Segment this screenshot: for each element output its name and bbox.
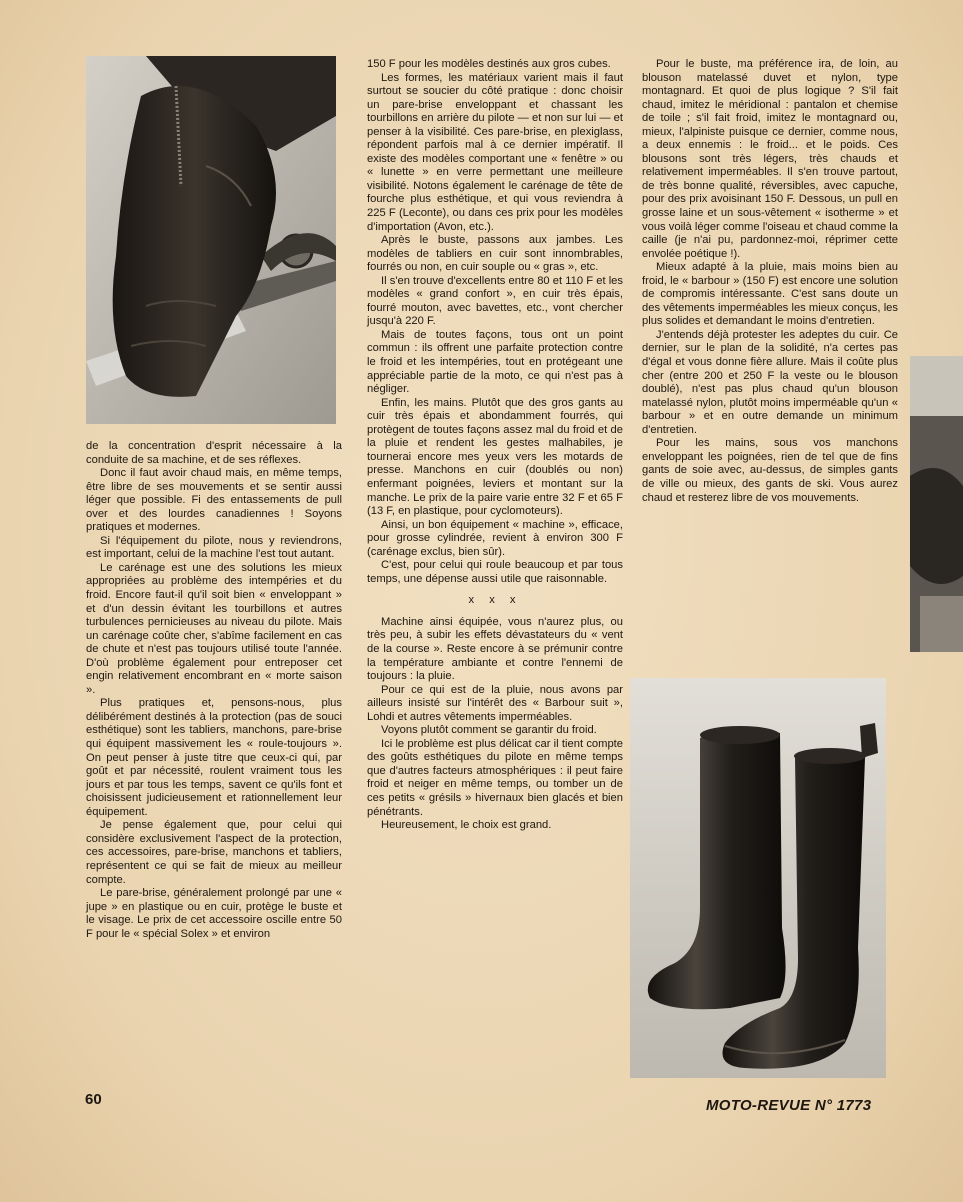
glove-illustration: [86, 56, 336, 424]
paragraph: 150 F pour les modèles destinés aux gros cubes.: [367, 58, 611, 70]
paragraph: Mais de toutes façons, tous ont un point commun : ils offrent une parfaite protection contre le froid et les intempéries, tout en protégeant une appréciable partie de la moto, ce qui n'est pas à négliger.: [367, 328, 623, 396]
paragraph: Pour ce qui est de la pluie, nous avons par ailleurs insisté sur l'intérêt des « Barbour suit », Lohdi et autres vêtements imperméables.: [367, 683, 623, 723]
section-separator: x x x: [468, 594, 522, 607]
paragraph: C'est, pour celui qui roule beaucoup et par tous temps, une dépense aussi utile que raisonnable.: [367, 559, 623, 585]
text-column-left: [86, 440, 342, 941]
paragraph: de la concentration d'esprit nécessaire à la conduite de sa machine, et de ses réflexes.: [86, 440, 342, 466]
paragraph: Heureusement, le choix est grand.: [381, 819, 552, 832]
paragraph: Pour les mains, sous vos manchons enveloppant les poignées, rien de tel que de fins gants de soie avec, au-dessus, de simples gants de ville ou mieux, des gants de ski. Vous aurez chaud et resterez libre de vos mouvements.: [642, 437, 898, 504]
paragraph: Le pare-brise, généralement prolongé par une « jupe » en plastique ou en cuir, protège le buste et le visage. Le prix de cet accessoire oscille entre 50 F pour le « spécial Solex » et environ: [86, 887, 342, 940]
glove-photo: [86, 56, 336, 424]
paragraph: Donc il faut avoir chaud mais, en même temps, être libre de ses mouvements et se sentir aussi léger que possible. Fi des entassements de pull over et des lourdes canadiennes ! Soyons pratiques et modernes.: [86, 467, 342, 534]
edge-photo: [910, 356, 963, 652]
paragraph: Ainsi, un bon équipement « machine », efficace, pour grosse cylindrée, revient à environ 300 F (carénage exclus, bien sûr).: [367, 518, 623, 558]
paragraph: Plus pratiques et, pensons-nous, plus délibérément destinés à la protection (pas de souci esthétique) sont les tabliers, manchons, pare-brise qui équipent massivement les « roule-toujours ». On peut penser à juste titre que ceux-ci qui, par goût et par nécessité, roulent vraiment tous les jours et par tous les temps, savent ce qu'ils font et choisissent judicieusement et rationnellement leur équipement.: [86, 697, 342, 818]
paragraph: Le carénage est une des solutions les mieux appropriées au problème des intempéries et du froid. Encore faut-il qu'il soit bien « enveloppant » et d'un dessin évitant les tourbillons et autres turbulences pernicieuses au niveau du pilote. Mais un carénage coûte cher, s'abîme facilement en cas de chute et n'est pas toujours utilisé toute l'année. D'où problème également pour entreposer cet engin relativement encombrant en « morte saison ».: [86, 561, 342, 696]
paragraph: Enfin, les mains. Plutôt que des gros gants au cuir très épais et abondamment fourrés, qui protègent de toutes façons assez mal du froid et de la pluie et rendent les gestes malhabiles, je tournerai encore mes yeux vers les motards de presse. Manchons en cuir (doublés ou non) enfermant poignées, leviers et montant sur la manche. Le prix de la paire varie entre 32 F et 65 F (13 F, en plastique, pour cyclomoteurs).: [367, 396, 623, 518]
paragraph: Les formes, les matériaux varient mais il faut surtout se soucier du côté pratique : donc choisir un pare-brise enveloppant et chassant les tourbillons en arrière du pilote — et non sur lui — et penser à la visibilité. Ces pare-brise, en plexiglass, répondent parfois mal à ce dernier impératif. Il existe des modèles comportant une « fenêtre » ou « lunette » en verre permettant une meilleure visibilité. Notons également le carénage de tête de fourche plus esthétique, et qui vous reviendra à 225 F (Leconte), ou dans ces prix pour les modèles d'importation (Avon, etc.).: [367, 71, 623, 233]
paragraph: Pour le buste, ma préférence ira, de loin, au blouson matelassé duvet et nylon, type montagnard. Et quoi de plus logique ? S'il fait chaud, imitez le méridional : pantalon et chemise de toile ; s'il fait froid, imitez le montagnard ou, mieux, l'alpiniste puisque ce dernier, comme nous, a deux ennemis : le froid... et le poids. Ces blousons sont très légers, très chauds et relativement imperméables. Il s'en trouve partout, de très bonne qualité, réversibles, avec capuche, pour des prix avoisinant 150 F. Dessous, un pull en grosse laine et un sous-vêtement « isotherme » et vous voilà léger comme l'oiseau et chaud comme la caille (je n'ai pu, pardonnez-moi, réprimer cette envolée poétique !).: [642, 58, 898, 260]
boots-illustration: [630, 678, 886, 1078]
text-column-right: [642, 58, 898, 505]
paragraph: Je pense également que, pour celui qui considère exclusivement l'aspect de la protection, ces accessoires, pare-brise, manchons et tabliers, représentent ce qui se fait de mieux au meilleur compte.: [86, 819, 342, 886]
paragraph: Voyons plutôt comment se garantir du froid.: [381, 724, 597, 737]
page-number: 60: [85, 1091, 102, 1108]
paragraph: Mieux adapté à la pluie, mais moins bien au froid, le « barbour » (150 F) est encore une solution de compromis intéressante. C'est sans doute un des vêtements imperméables les mieux conçus, les plus solides et demandant le moins d'entretien.: [642, 261, 898, 328]
magazine-footer: MOTO-REVUE N° 1773: [706, 1097, 872, 1114]
paragraph: Si l'équipement du pilote, nous y reviendrons, est important, celui de la machine l'est tout autant.: [86, 534, 342, 561]
paragraph: J'entends déjà protester les adeptes du cuir. Ce dernier, sur le plan de la solidité, n'a certes pas d'égal et vous donne fière allure. Mais il coûte plus cher (entre 200 et 250 F la veste ou le blouson doublé), n'est pas plus chaud qu'un blouson matelassé nylon, plutôt moins imperméable qu'un « barbour » et en outre demande un minimum d'entretien.: [642, 328, 898, 436]
paragraph: Ici le problème est plus délicat car il tient compte des goûts esthétiques du pilote en même temps que d'autres facteurs atmosphériques : il peut faire froid et neiger en même temps, ou tomber un de ces petits « grésils » hivernaux bien glacés et bien pénétrants.: [367, 737, 623, 818]
paragraph: Après le buste, passons aux jambes. Les modèles de tabliers en cuir sont innombrables, fourrés ou non, en cuir souple ou « gras », etc.: [367, 234, 623, 274]
boots-photo: [630, 678, 886, 1078]
text-column-middle: [367, 58, 623, 833]
paragraph: Il s'en trouve d'excellents entre 80 et 110 F et les modèles « grand confort », en cuir très épais, fourré mouton, avec bavettes, etc., vont chercher jusqu'à 220 F.: [367, 274, 623, 328]
paragraph: Machine ainsi équipée, vous n'aurez plus, ou très peu, à subir les effets dévastateurs du « vent de la course ». Reste encore à se prémunir contre la température ambiante et contre l'ennemi de toujours : la pluie.: [367, 615, 623, 683]
edge-photo-illustration: [910, 356, 963, 652]
